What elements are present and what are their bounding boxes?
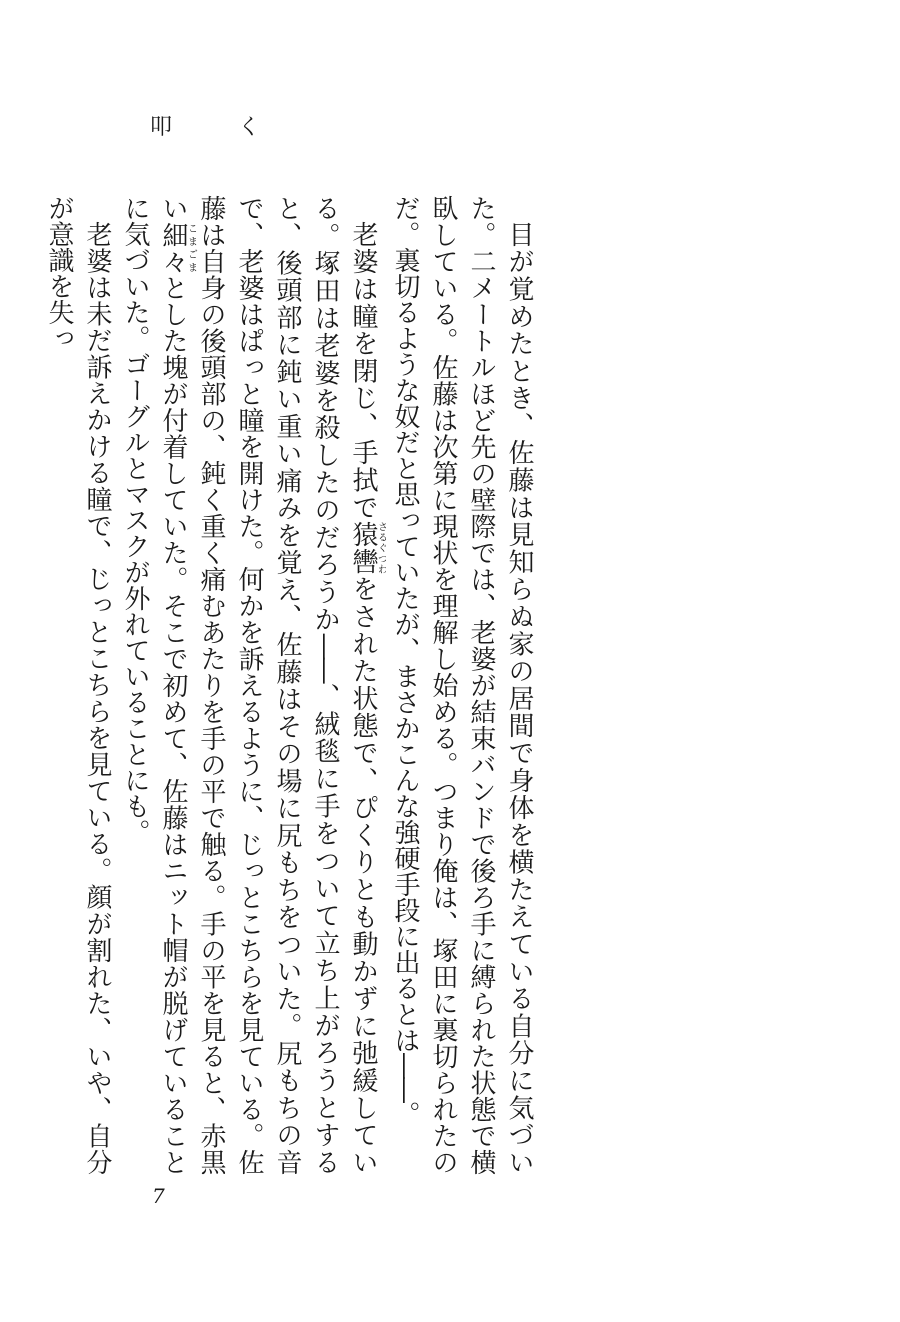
ruby-komagoma: [158, 221, 197, 275]
ruby-sarugutsuwa: [348, 521, 386, 576]
header-title-char-2: く: [237, 115, 260, 140]
em-dash: ――: [390, 1053, 420, 1101]
paragraph-3: [40, 195, 116, 1175]
paragraph-3-text: 老婆は未だ訴えかける瞳で、じっとこちらを見ている。顔が割れた、いや、自分が意識を失っ: [44, 195, 112, 1175]
em-dash: ――: [310, 633, 340, 682]
header-title-char-1: 叩: [150, 115, 173, 140]
paragraph-2-text-a: 老婆は瞳を閉じ、手拭で: [348, 221, 378, 522]
paragraph-2: [116, 195, 386, 1175]
paragraph-1-text: 目が覚めたとき、佐藤は見知らぬ家の居間で身体を横たえている自分に気づいた。二メートルほど先の壁際では、老婆が結束バンドで後ろ手に縛られた状態で横臥している。佐藤は次第に現状を理解し始める。つまり俺は、塚田に裏切られたのだ。裏切るような奴だと思っていたが、まさかこんな強硬手段に出るとは: [390, 195, 534, 1175]
ruby-reading: こまごま: [185, 221, 197, 274]
paragraph-1-end: 。: [390, 1101, 420, 1127]
ruby-base: 細々: [158, 221, 188, 275]
ruby-reading: さるぐつわ: [375, 521, 386, 575]
page-number: 7: [152, 1184, 165, 1208]
paragraph-1: [386, 195, 538, 1175]
body-text: [40, 195, 538, 1175]
paragraph-2-text-d: とした塊が付着していた。そこで初めて、佐藤はニット帽が脱げていることに気づいた。ゴーグルとマスクが外れていることにも。: [120, 195, 188, 1175]
ruby-base: 猿轡: [348, 521, 378, 576]
paragraph-2-text-c: 、絨毯に手をついて立ち上がろうとすると、後頭部に鈍い重い痛みを覚え、佐藤はその場に尻もちをついた。尻もちの音で、老婆はぱっと瞳を開けた。何かを訴えるように、じっとこちらを見ている。佐藤は自身の後頭部の、鈍く重く痛むあたりを手の平で触る。手の平を見ると、赤黒い: [158, 195, 340, 1175]
running-header: [150, 110, 260, 141]
paragraph-2-text-b: をされた状態で、ぴくりとも動かずに弛緩している。塚田は老婆を殺したのだろうか: [310, 195, 378, 1175]
